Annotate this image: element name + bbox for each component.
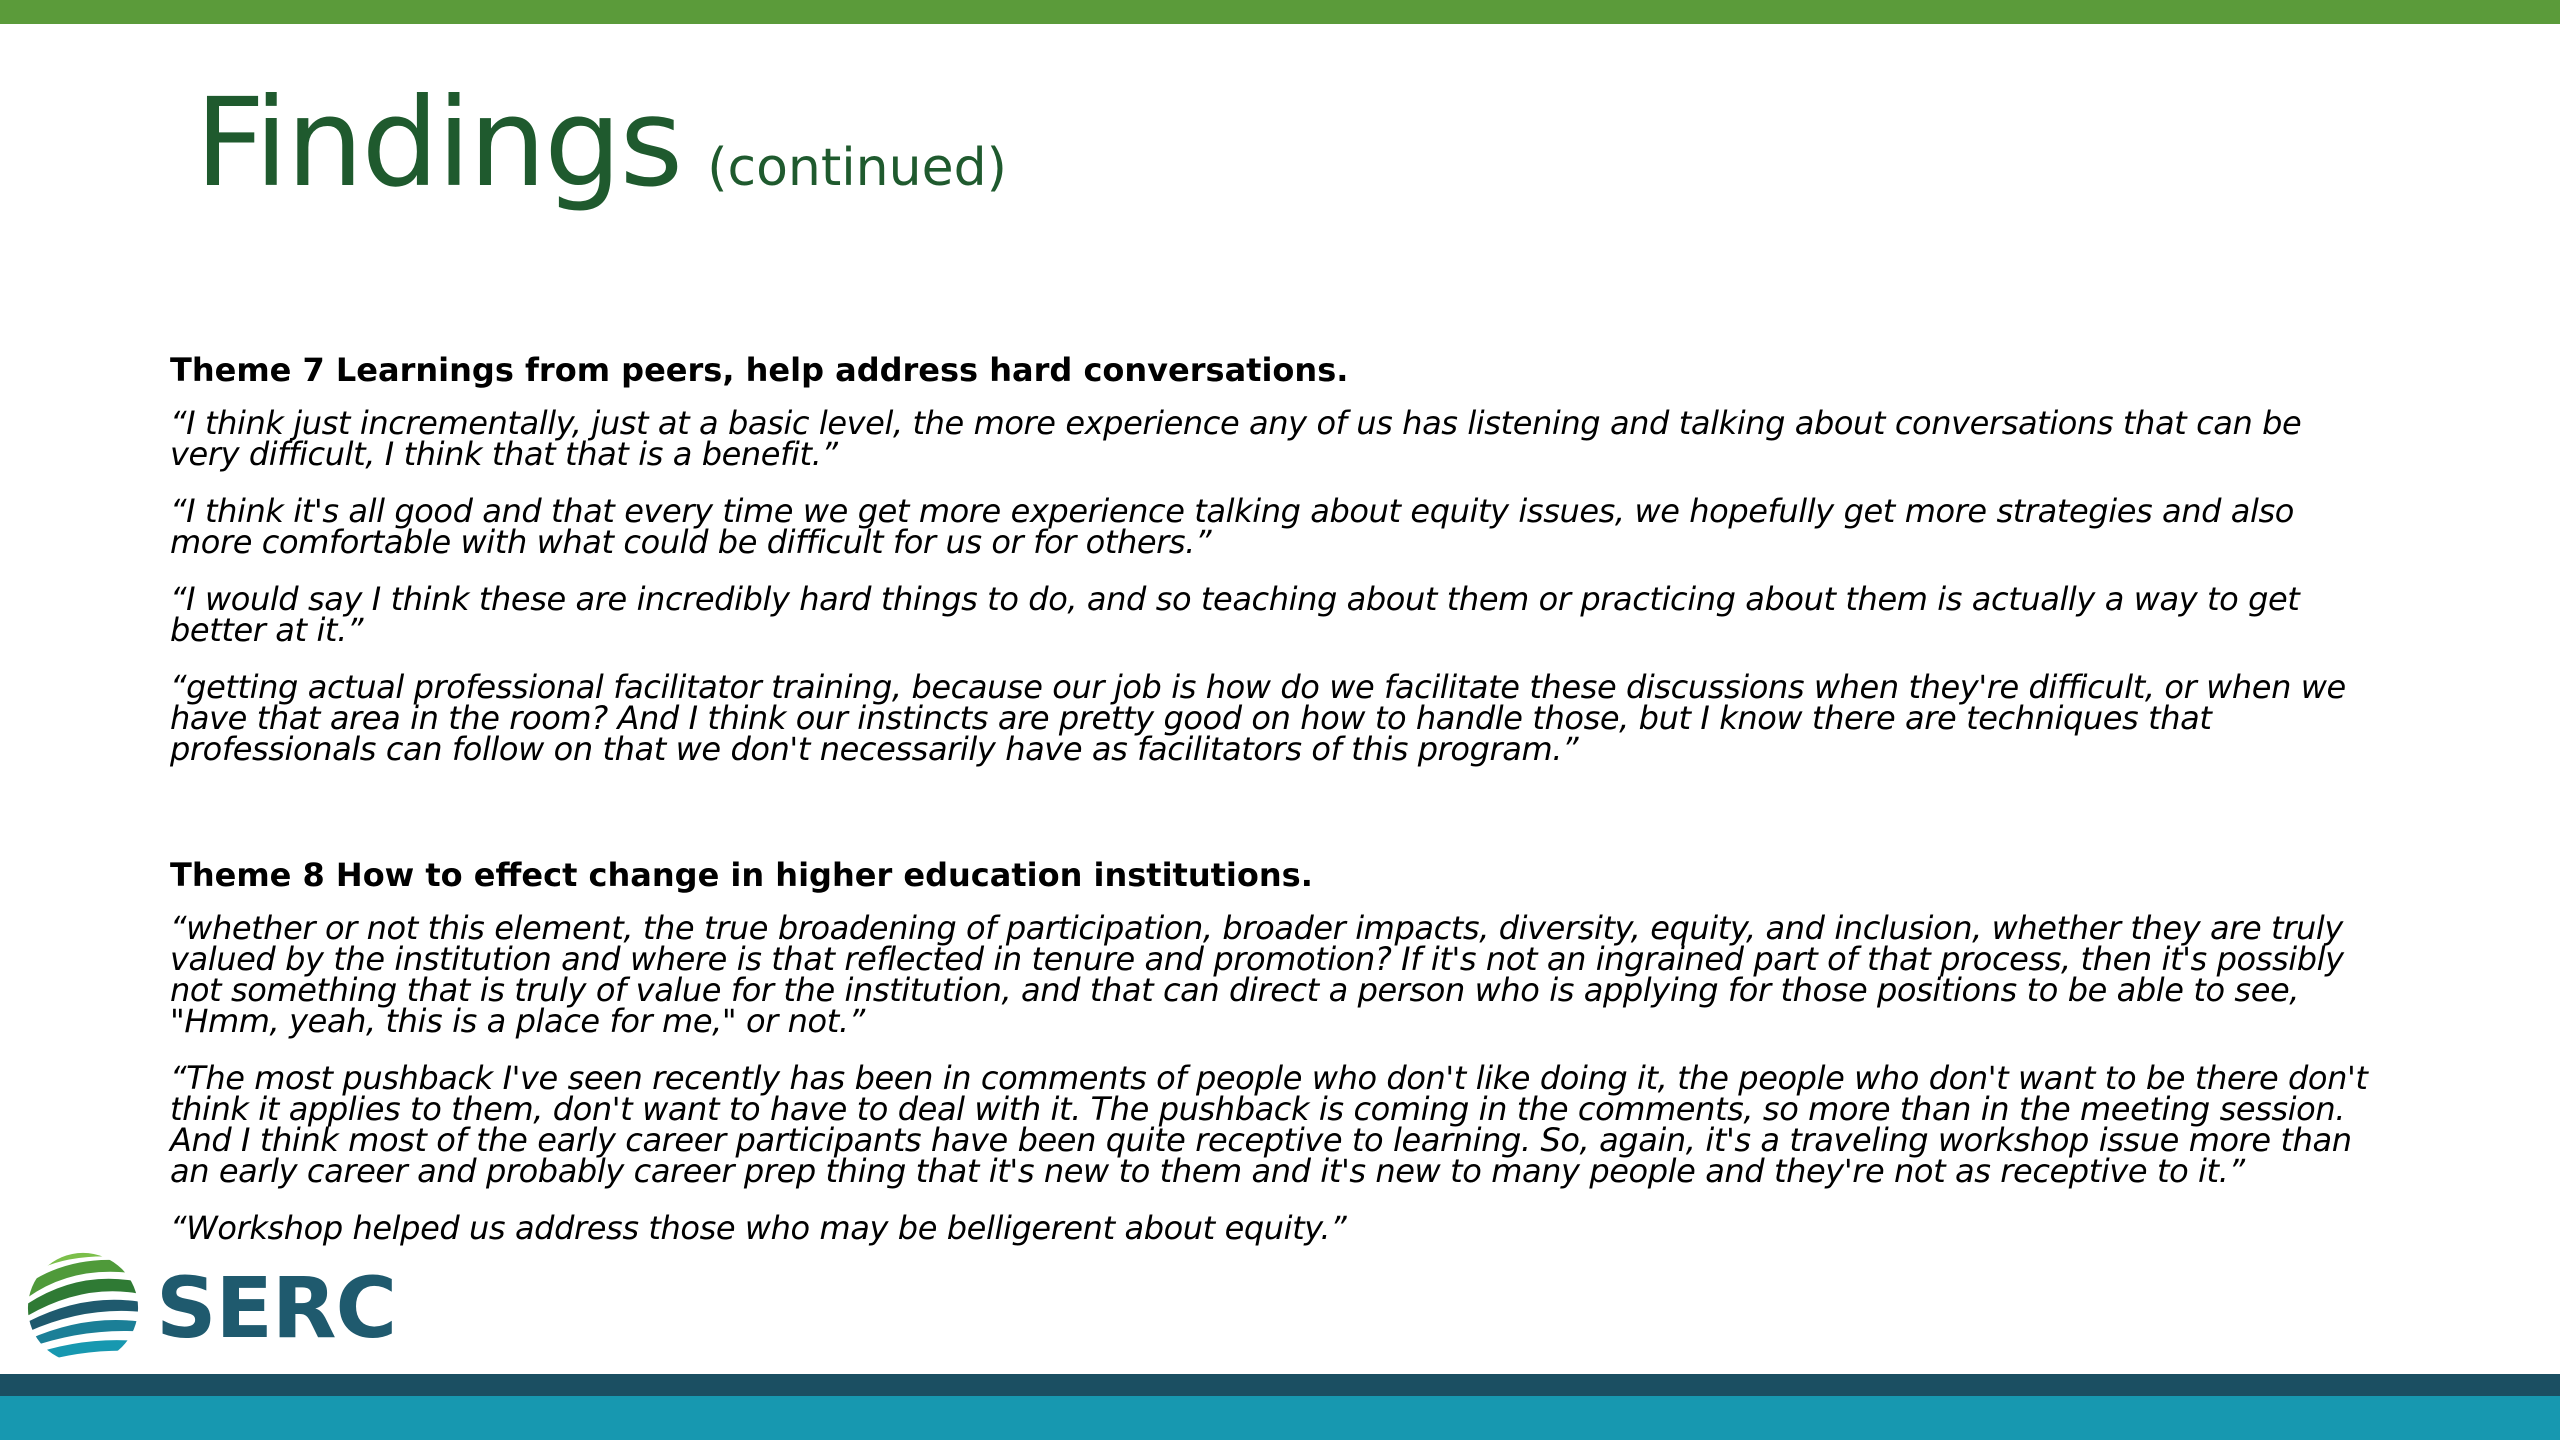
quote: “getting actual professional facilitator training, because our job is how do we facilitate these discussions when they're difficult, or when we have that area in the room? And I think our instincts are pretty good on how to handle those, but I know there are techniques that professionals can follow on that we don't necessarily have as facilitators of this program.” [170, 668, 2346, 768]
slide-title [195, 72, 1007, 214]
title-subtitle: (continued) [707, 138, 1007, 198]
quote: “Workshop helped us address those who may be belligerent about equity.” [170, 1209, 1347, 1247]
serc-logo [24, 1248, 396, 1368]
quote: “whether or not this element, the true broadening of participation, broader impacts, diversity, equity, and inclusion, whether they are truly valued by the institution and where is that reflected in tenure and promotion? If it's not an ingrained part of that process, then it's possibly not something that is truly of value for the institution, and that can direct a person who is applying for those positions to be able to see, "Hmm, yeah, this is a place for me," or not.” [170, 909, 2344, 1040]
theme-heading: Theme 8 How to effect change in higher education institutions. [170, 856, 1313, 894]
bottom-bar-light [0, 1396, 2560, 1440]
quote: “I think it's all good and that every time we get more experience talking about equity issues, we hopefully get more strategies and also more comfortable with what could be difficult for us or for others.” [170, 492, 2294, 561]
top-accent-bar [0, 0, 2560, 24]
bottom-bar-dark [0, 1374, 2560, 1396]
quote: “I would say I think these are incredibly hard things to do, and so teaching about them or practicing about them is actually a way to get better at it.” [170, 580, 2300, 649]
title-main: Findings [195, 72, 682, 214]
theme-heading: Theme 7 Learnings from peers, help address hard conversations. [170, 351, 1349, 389]
quote: “The most pushback I've seen recently has been in comments of people who don't like doing it, the people who don't want to be there don't think it applies to them, don't want to have to deal with it. The pushback is coming in the comments, so more than in the meeting session. And I think most of the early career participants have been quite receptive to learning. So, again, it's a traveling workshop issue more than an early career and probably career prep thing that it's new to them and it's new to many people and they're not as receptive to it.” [170, 1059, 2368, 1190]
serc-globe-icon [24, 1249, 142, 1367]
quote: “I think just incrementally, just at a basic level, the more experience any of us has listening and talking about conversations that can be very difficult, I think that that is a benefit.” [170, 404, 2302, 473]
serc-logo-text: SERC [156, 1259, 397, 1357]
theme-8-section [170, 855, 2370, 1247]
theme-7-section [170, 350, 2370, 768]
slide-content [170, 350, 2370, 1270]
